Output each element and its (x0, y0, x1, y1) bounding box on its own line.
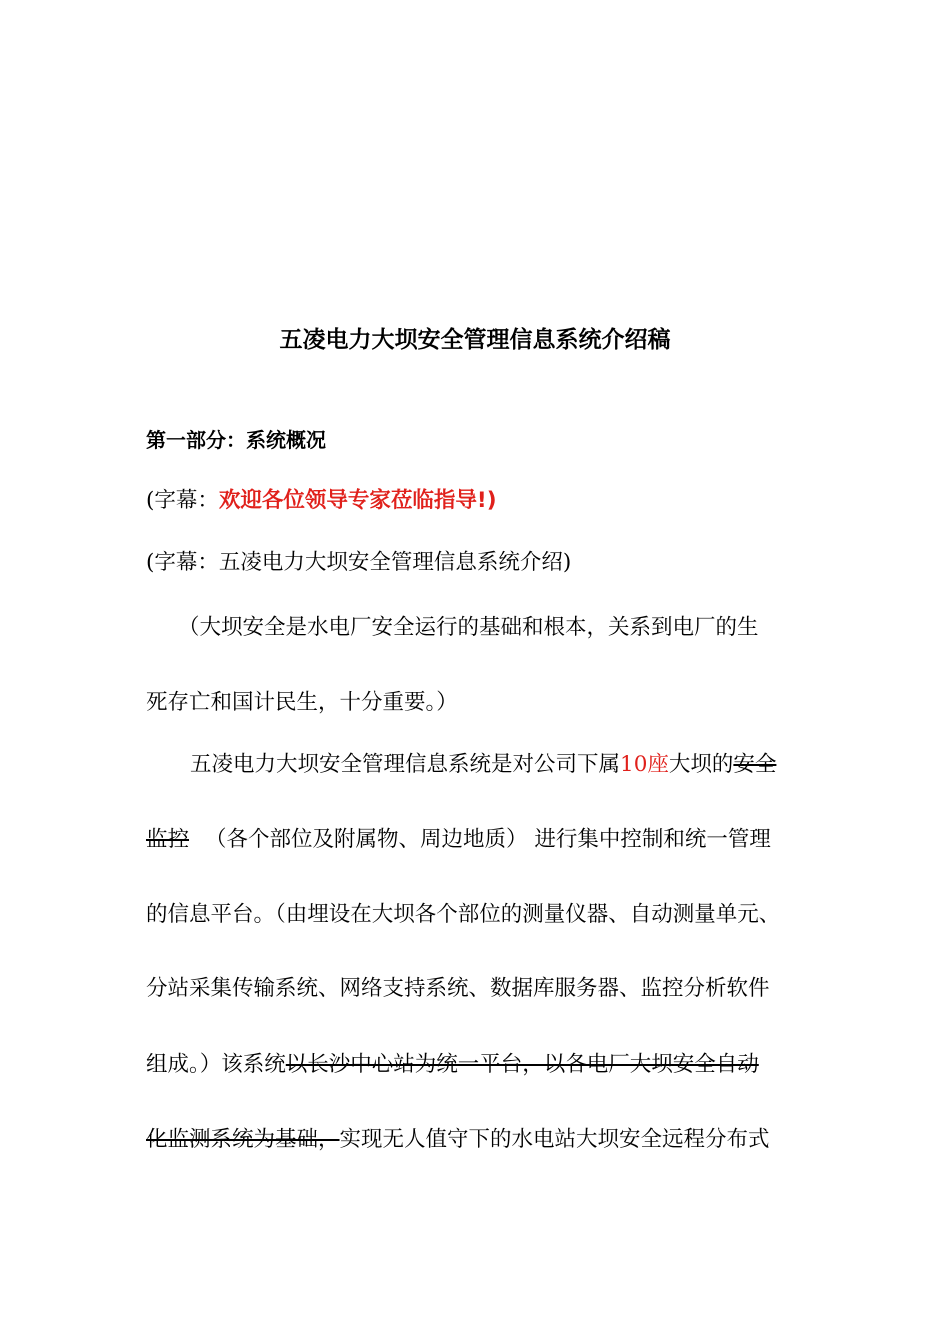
struck-text: 监控 (146, 827, 190, 852)
text-run: 实现无人值守下的水电站大坝安全远程分布式 (339, 1127, 770, 1152)
paragraph-2-line-5 (146, 1050, 759, 1080)
caption-highlight: 欢迎各位领导专家莅临指导! (218, 488, 487, 513)
caption-welcome (146, 486, 497, 516)
paragraph-2-line-3: 的信息平台。（由埋设在大坝各个部位的测量仪器、自动测量单元、 (146, 902, 781, 927)
paragraph-2-line-1 (190, 750, 776, 780)
paragraph-2-line-4: 分站采集传输系统、网络支持系统、数据库服务器、监控分析软件 (146, 976, 770, 1001)
paragraph-2-line-2 (146, 825, 771, 855)
struck-text: 以长沙中心站为统一平台，以各电厂大坝安全自动 (285, 1052, 759, 1077)
caption-intro: (字幕：五凌电力大坝安全管理信息系统介绍) (146, 550, 572, 575)
section-heading: 第一部分：系统概况 (146, 428, 326, 452)
text-run: 五凌电力大坝安全管理信息系统是对公司下属 (190, 752, 621, 777)
paragraph-1-line-1: （大坝安全是水电厂安全运行的基础和根本，关系到电厂的生 (178, 615, 759, 640)
paragraph-2-line-6 (146, 1125, 770, 1155)
struck-text: 化监测系统为基础， (146, 1127, 340, 1152)
caption-prefix: (字幕： (146, 488, 219, 513)
dam-count: 10座 (620, 752, 669, 777)
caption-suffix: ) (486, 488, 497, 513)
text-run: 大坝的 (668, 752, 734, 777)
text-run: （各个部位及附属物、周边地质） 进行集中控制和统一管理 (205, 827, 771, 852)
paragraph-1-line-2: 死存亡和国计民生，十分重要。） (146, 690, 458, 715)
text-run: 组成。）该系统 (146, 1052, 286, 1077)
struck-text: 安全 (733, 752, 777, 777)
document-title: 五凌电力大坝安全管理信息系统介绍稿 (279, 327, 671, 353)
